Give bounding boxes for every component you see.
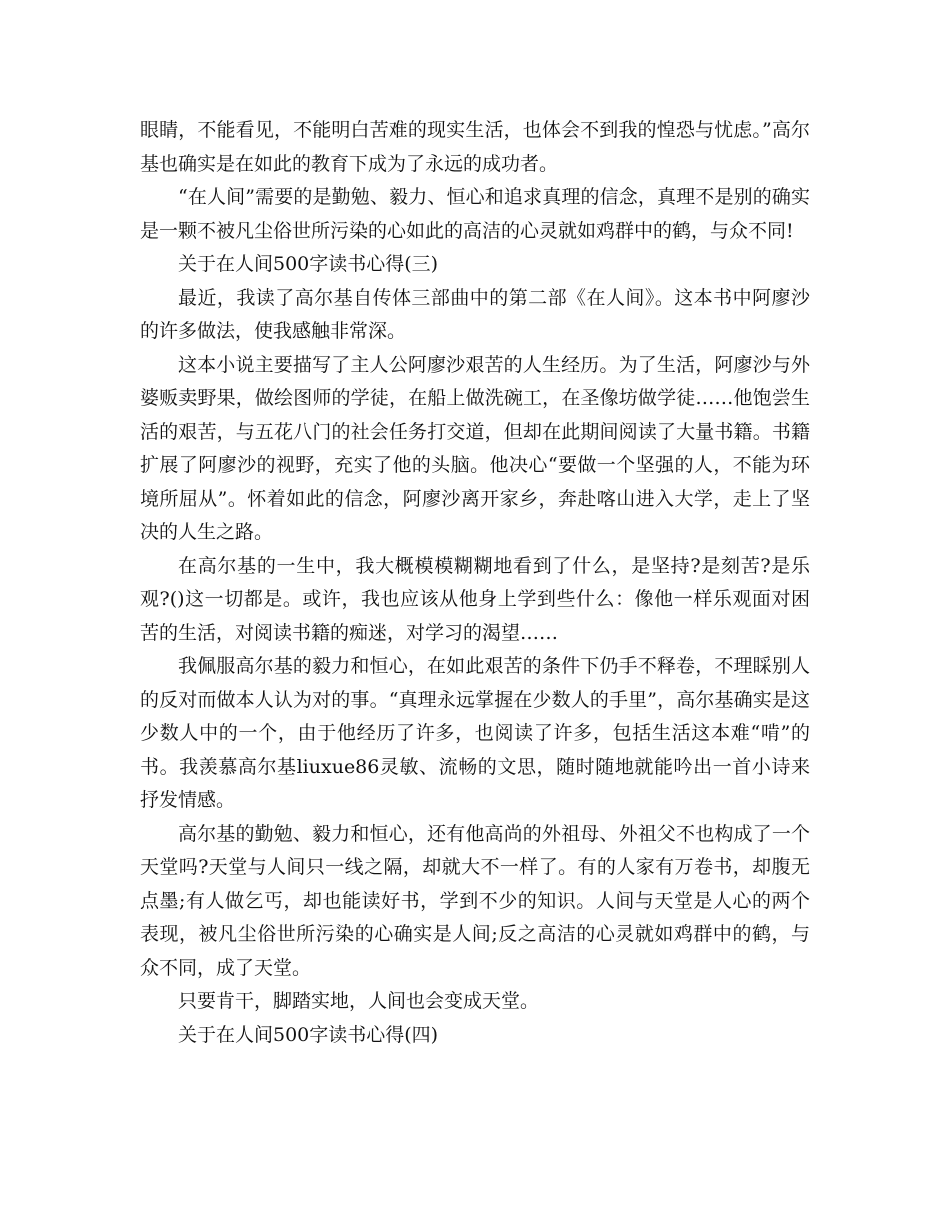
paragraph: 高尔基的勤勉、毅力和恒心，还有他高尚的外祖母、外祖父不也构成了一个天堂吗?天堂与人间只一线之隔，却就大不一样了。有的人家有万卷书，却腹无点墨;有人做乞丐，却也能读好书，学到不少的知识。人间与天堂是人心的两个表现，被凡尘俗世所污染的心确实是人间;反之高洁的心灵就如鸡群中的鹤，与众不同，成了天堂。: [140, 822, 810, 979]
paragraph: 只要肯干，脚踏实地，人间也会变成天堂。: [178, 990, 540, 1012]
paragraph: 这本小说主要描写了主人公阿廖沙艰苦的人生经历。为了生活，阿廖沙与外婆贩卖野果，做绘图师的学徒，在船上做洗碗工，在圣像坊做学徒……他饱尝生活的艰苦，与五花八门的社会任务打交道，但却在此期间阅读了大量书籍。书籍扩展了阿廖沙的视野，充实了他的头脑。他决心“要做一个坚强的人，不能为环境所屈从”。怀着如此的信念，阿廖沙离开家乡，奔赴喀山进入大学，走上了坚决的人生之路。: [140, 353, 810, 543]
document-body: [140, 114, 810, 1052]
paragraph-continuation: 眼睛，不能看见，不能明白苦难的现实生活，也体会不到我的惶恐与忧虑。”高尔基也确实是在如此的教育下成为了永远的成功者。: [140, 119, 810, 175]
paragraph: 我佩服高尔基的毅力和恒心，在如此艰苦的条件下仍手不释卷，不理睬别人的反对而做本人认为对的事。“真理永远掌握在少数人的手里”，高尔基确实是这少数人中的一个，由于他经历了许多，也阅读了许多，包括生活这本难“啃”的书。我羡慕高尔基liuxue86灵敏、流畅的文思，随时随地就能吟出一首小诗来抒发情感。: [140, 655, 810, 811]
paragraph: 在高尔基的一生中，我大概模模糊糊地看到了什么，是坚持?是刻苦?是乐观?()这一切都是。或许，我也应该从他身上学到些什么：像他一样乐观面对困苦的生活，对阅读书籍的痴迷，对学习的渴望……: [140, 554, 810, 644]
section-heading: 关于在人间500字读书心得(三): [178, 253, 439, 275]
paragraph: 最近，我读了高尔基自传体三部曲中的第二部《在人间》。这本书中阿廖沙的许多做法，使我感触非常深。: [140, 286, 810, 342]
paragraph: “在人间”需要的是勤勉、毅力、恒心和追求真理的信念，真理不是别的确实是一颗不被凡尘俗世所污染的心如此的高洁的心灵就如鸡群中的鹤，与众不同!: [140, 186, 810, 242]
section-heading: 关于在人间500字读书心得(四): [178, 1023, 439, 1046]
